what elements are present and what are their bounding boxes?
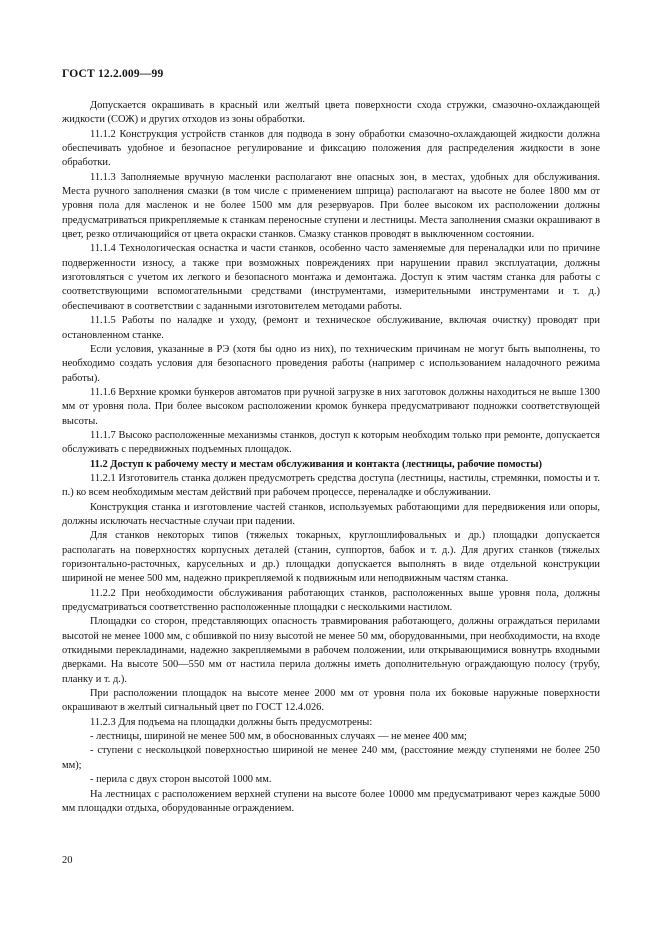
paragraph: 11.2.1 Изготовитель станка должен предусмотреть средства доступа (лестницы, настилы, стремянки, помосты и т. п.) ко всем необходимым местам действий при рабочем процессе, переналадке и обслуживании. <box>62 472 600 499</box>
paragraph: На лестницах с расположением верхней ступени на высоте более 10000 мм предусматривают через каждые 5000 мм площадки отдыха, оборудованные ограждением. <box>62 788 600 814</box>
paragraph: Если условия, указанные в РЭ (хотя бы одно из них), по техническим причинам не могут быть выполнены, то необходимо создать условия для безопасного проведения работы (например с использованием наладочного режима работы). <box>62 343 600 384</box>
paragraph: 11.1.5 Работы по наладке и уходу, (ремонт и техническое обслуживание, включая очистку) проводят при остановленном станке. <box>62 315 600 341</box>
paragraph: 11.1.3 Заполняемые вручную масленки располагают вне опасных зон, в местах, удобных для обслуживания. Места ручного заполнения смазки (в том числе с применением шприца) располагают на высоте не более 1800 мм от уровня пола для масленок и не более 1500 мм для резервуаров. При более высоком их расположении должны предусматриваться прикрепляемые к станкам переносные ступени и лестницы. Места заполнения смазки окрашивают в цвет, резко отличающийся от цвета окраски станков. Смазку станков проводят в выключенном состоянии. <box>62 171 600 241</box>
paragraph: - перила с двух сторон высотой 1000 мм. <box>90 774 272 786</box>
paragraph: Конструкция станка и изготовление частей станков, используемых работающими для передвижения или опоры, должны исключать несчастные случаи при падении. <box>62 501 600 527</box>
paragraph: 11.1.7 Высоко расположенные механизмы станков, доступ к которым необходим только при ремонте, допускается обслуживать с передвижных подъемных площадок. <box>62 429 600 456</box>
section-heading: 11.2 Доступ к рабочему месту и местам обслуживания и контакта (лестницы, рабочие помосты) <box>90 458 543 470</box>
paragraph: Допускается окрашивать в красный или желтый цвета поверхности схода стружки, смазочно-охлаждающей жидкости (СОЖ) и других отходов из зоны обработки. <box>62 100 600 126</box>
page-number: 20 <box>62 855 73 866</box>
paragraph: 11.2.2 При необходимости обслуживания работающих станков, расположенных выше уровня пола, должны предусматриваться соответственно расположенные площадки с несколькими настилом. <box>62 587 600 614</box>
paragraph: 11.2.3 Для подъема на площадки должны быть предусмотрены: <box>90 716 373 728</box>
paragraph: - ступени с нескольцкой поверхностью шириной не менее 240 мм, (расстояние между ступенями не более 250 мм); <box>62 745 600 771</box>
paragraph: 11.1.4 Технологическая оснастка и части станков, особенно часто заменяемые для переналадки или по причине подверженности износу, а также при возможных повреждениях при нарушении правил эксплуатации, должны изготовляться с учетом их легкого и безопасного монтажа и демонтажа. Доступ к этим частям станка для работы с соответствующими вспомогательными средствами (инструментами, измерительными инструментами и т. д.) обеспечивают в соответствии с заданными изготовителем методами работы. <box>62 243 600 312</box>
paragraph: Площадки со сторон, представляющих опасность травмирования работающего, должны ограждаться перилами высотой не менее 1000 мм, с обшивкой по низу высотой не менее 50 мм, оборудованными, при необходимости, на входе откидными перекладинами, надежно закрепляемыми в рабочем положении, или открывающимися вовнутрь входными дверками. На высоте 500—550 мм от настила перила должны иметь дополнительную ограждающую полосу (трубу, планку и т. д.). <box>62 616 600 685</box>
paragraph: Для станков некоторых типов (тяжелых токарных, круглошлифовальных и др.) площадки допускается располагать на поверхностях корпусных деталей (станин, суппортов, бабок и т. д.). Для других станков (тяжелых горизонтально-расточных, карусельных и др.) площадки допускается выполнять в виде отдельной конструкции шириной не менее 500 мм, надежно прикрепляемой к подвижным или неподвижным частям станка. <box>62 530 600 585</box>
paragraph: - лестницы, шириной не менее 500 мм, в обоснованных случаях — не менее 400 мм; <box>90 731 467 743</box>
paragraph: 11.1.6 Верхние кромки бункеров автоматов при ручной загрузке в них заготовок должны находиться не выше 1300 мм от уровня пола. При более высоком расположении кромок бункера предусматривают подножки соответствующей высоты. <box>62 386 600 427</box>
document-body <box>62 99 600 816</box>
document-code-header: ГОСТ 12.2.009—99 <box>62 68 164 80</box>
paragraph: При расположении площадок на высоте менее 2000 мм от уровня пола их боковые наружные поверхности окрашивают в желтый сигнальный цвет по ГОСТ 12.4.026. <box>62 688 600 714</box>
paragraph: 11.1.2 Конструкция устройств станков для подвода в зону обработки смазочно-охлаждающей жидкости должна обеспечивать удобное и безопасное регулирование и фиксацию положения для распределения жидкости в зоне обработки. <box>62 128 600 169</box>
